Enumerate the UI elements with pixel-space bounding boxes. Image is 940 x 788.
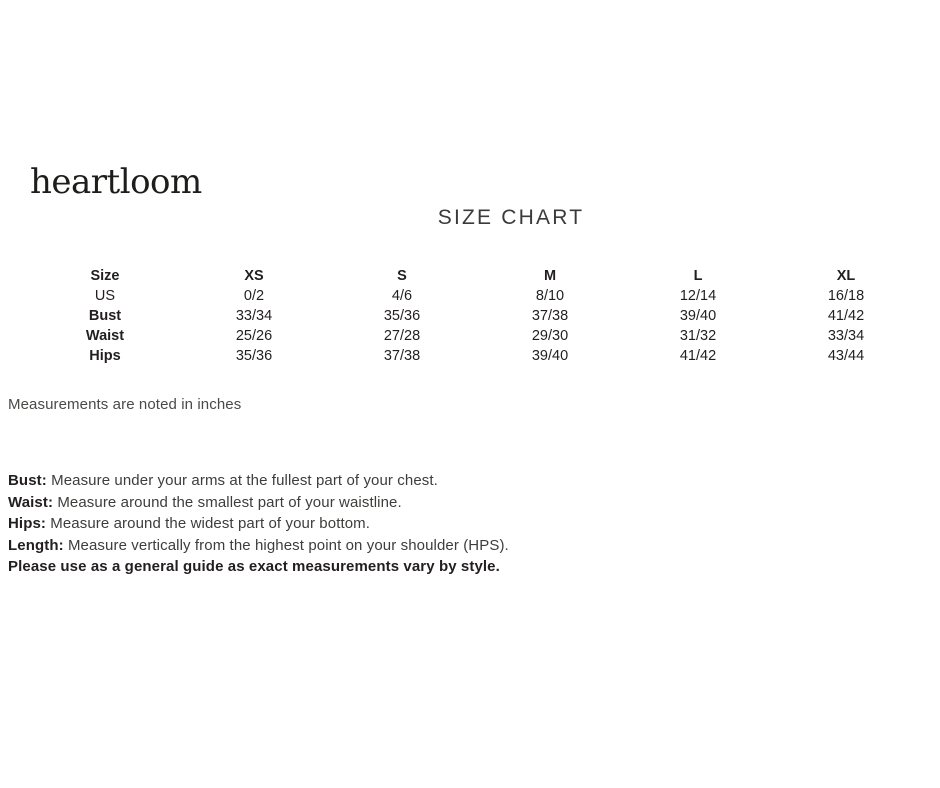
row-label-waist: Waist	[85, 328, 125, 344]
table-header-cell-size: Size	[90, 268, 120, 284]
table-row	[30, 346, 920, 366]
table-header-cell-l: L	[693, 268, 703, 284]
guide-text-length: Measure vertically from the highest point on your shoulder (HPS).	[63, 536, 509, 554]
cell-waist-s: 27/28	[383, 328, 421, 344]
guide-text-waist: Measure around the smallest part of your waistline.	[53, 493, 402, 511]
cell-hips-l: 41/42	[679, 348, 717, 364]
table-row	[30, 286, 920, 306]
cell-hips-s: 37/38	[383, 348, 421, 364]
cell-bust-xs: 33/34	[235, 308, 273, 324]
units-note: Measurements are noted in inches	[8, 396, 242, 413]
row-label-us: US	[94, 288, 116, 304]
table-header-cell-xs: XS	[244, 268, 264, 284]
cell-waist-xs: 25/26	[235, 328, 273, 344]
guide-label-hips: Hips:	[8, 515, 46, 532]
table-row	[30, 326, 920, 346]
cell-hips-xl: 43/44	[827, 348, 865, 364]
guide-line-waist	[8, 492, 509, 514]
cell-bust-l: 39/40	[679, 308, 717, 324]
table-header-cell-s: S	[397, 268, 407, 284]
cell-bust-s: 35/36	[383, 308, 421, 324]
page-title: SIZE CHART	[437, 206, 585, 229]
table-header-row	[30, 266, 920, 286]
size-chart-table	[30, 266, 920, 366]
row-label-hips: Hips	[89, 348, 121, 364]
cell-us-s: 4/6	[391, 288, 413, 304]
cell-us-m: 8/10	[535, 288, 565, 304]
guide-text-hips: Measure around the widest part of your bottom.	[46, 515, 371, 532]
cell-bust-m: 37/38	[531, 308, 569, 324]
guide-label-bust: Bust:	[8, 472, 47, 489]
brand-logo: heartloom	[30, 162, 202, 202]
cell-us-xs: 0/2	[243, 288, 265, 304]
row-label-bust: Bust	[88, 308, 122, 324]
table-header-cell-m: M	[543, 268, 557, 284]
cell-us-l: 12/14	[679, 288, 717, 304]
guide-line-bust	[8, 470, 509, 492]
guide-line-hips	[8, 513, 509, 535]
cell-waist-xl: 33/34	[827, 328, 865, 344]
guide-closing-note: Please use as a general guide as exact measurements vary by style.	[8, 558, 500, 575]
cell-hips-m: 39/40	[531, 348, 569, 364]
table-header-cell-xl: XL	[836, 268, 856, 284]
guide-label-waist: Waist:	[8, 493, 54, 511]
measurement-guide	[8, 470, 509, 578]
cell-us-xl: 16/18	[827, 288, 865, 304]
cell-waist-m: 29/30	[531, 328, 569, 344]
cell-waist-l: 31/32	[679, 328, 717, 344]
guide-line-length	[8, 535, 509, 557]
table-row	[30, 306, 920, 326]
cell-hips-xs: 35/36	[235, 348, 273, 364]
cell-bust-xl: 41/42	[827, 308, 865, 324]
guide-text-bust: Measure under your arms at the fullest part of your chest.	[46, 472, 438, 489]
guide-label-length: Length:	[8, 536, 64, 554]
